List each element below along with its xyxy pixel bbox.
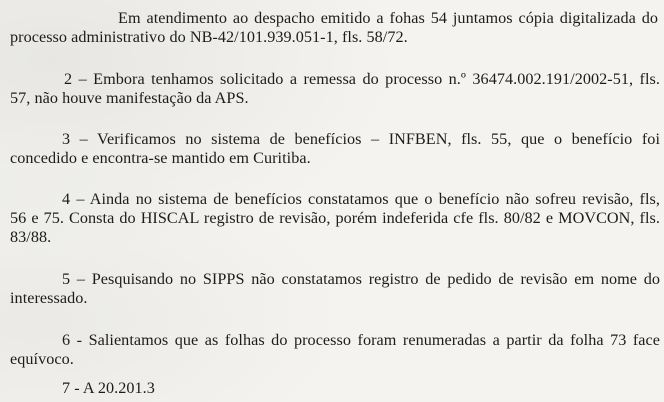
paragraph-3-line-1: 3 – Verificamos no sistema de benefícios – INFBEN, fls. 55, que o benefício foi: [62, 130, 660, 148]
paragraph-4-line-2: 56 e 75. Consta do HISCAL registro de revisão, porém indeferida cfe fls. 80/82 e MOVCON, fls.: [10, 209, 660, 227]
paragraph-1-line-2: processo administrativo do NB-42/101.939.051-1, fls. 58/72.: [10, 28, 408, 46]
paragraph-1-line-1: Em atendimento ao despacho emitido a fohas 54 juntamos cópia digitalizada do: [118, 9, 658, 27]
paragraph-2-line-1: 2 – Embora tenhamos solicitado a remessa do processo n.º 36474.002.191/2002-51, fls.: [64, 70, 660, 88]
paragraph-5-line-1: 5 – Pesquisando no SIPPS não constatamos registro de pedido de revisão em nome do: [62, 270, 660, 288]
paragraph-4-line-1: 4 – Ainda no sistema de benefícios constatamos que o benefício não sofreu revisão, fls,: [62, 190, 660, 208]
paragraph-3-line-2: concedido e encontra-se mantido em Curitiba.: [10, 149, 311, 167]
paragraph-2-line-2: 57, não houve manifestação da APS.: [10, 89, 249, 107]
paragraph-6-line-1: 6 - Salientamos que as folhas do processo foram renumeradas a partir da folha 73 face: [62, 331, 660, 349]
paragraph-6-line-2: equívoco.: [10, 350, 74, 368]
paragraph-4-line-3: 83/88.: [10, 228, 52, 246]
paragraph-5-line-2: interessado.: [10, 289, 88, 307]
paragraph-7-line-1: 7 - A 20.201.3: [62, 379, 155, 397]
